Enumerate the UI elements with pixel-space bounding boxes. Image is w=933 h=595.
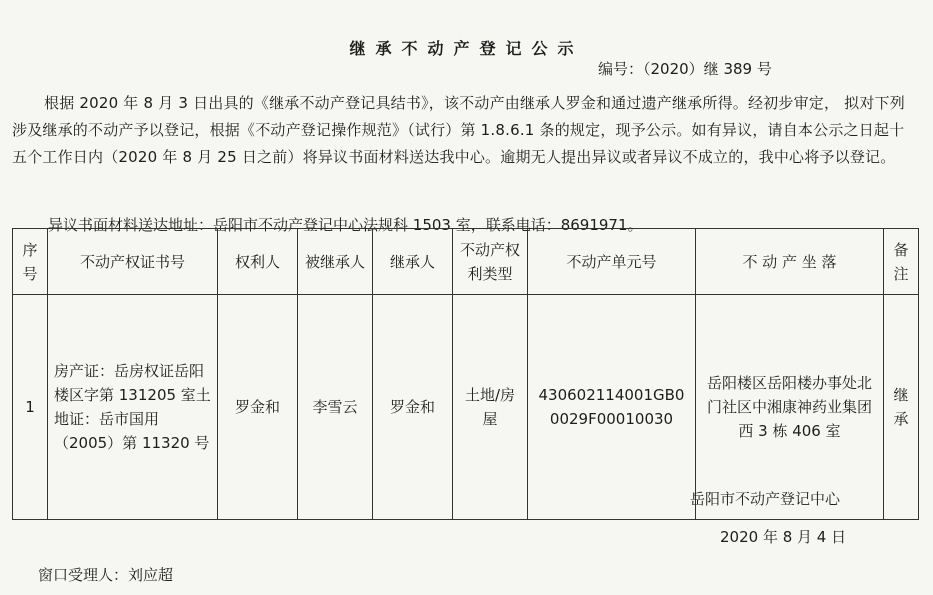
document-number: 编号：（2020）继 389 号 <box>598 60 772 78</box>
cell-unit-no: 430602114001GB00029F00010030 <box>528 295 696 520</box>
window-receiver: 窗口受理人：刘应超 <box>38 566 174 584</box>
cell-location: 岳阳楼区岳阳楼办事处北门社区中湘康神药业集团西 3 栋 406 室 <box>696 295 884 520</box>
cell-holder: 罗金和 <box>218 295 298 520</box>
header-unit-no: 不动产单元号 <box>528 229 696 295</box>
header-right-type: 不动产权利类型 <box>453 229 528 295</box>
cell-remark: 继承 <box>884 295 919 520</box>
cell-cert: 房产证：岳房权证岳阳楼区字第 131205 室土地证：岳市国用（2005）第 11320 号 <box>48 295 218 520</box>
header-holder: 权利人 <box>218 229 298 295</box>
table-row <box>13 295 919 520</box>
header-seq: 序号 <box>13 229 48 295</box>
notice-body: 根据 2020 年 8 月 3 日出具的《继承不动产登记具结书》，该不动产由继承人罗金和通过遗产继承所得。经初步审定， 拟对下列涉及继承的不动产予以登记，根据《不动产登记操作规范》（试行）第 1.8.6.1 条的规定，现予公示。如有异议，请自本公示之日起十五个工作日内（2020 年 8 月 25 日之前）将异议书面材料送达我中心。逾期无人提出异议或者异议不成立的，我中心将予以登记。 <box>12 94 905 166</box>
property-table <box>12 228 919 520</box>
table-header-row <box>13 229 919 295</box>
cell-decedent: 李雪云 <box>298 295 373 520</box>
header-heir: 继承人 <box>373 229 453 295</box>
notice-title: 继承不动产登记公示 <box>349 39 584 58</box>
cell-seq: 1 <box>13 295 48 520</box>
header-decedent: 被继承人 <box>298 229 373 295</box>
issuing-organization: 岳阳市不动产登记中心 <box>690 490 841 508</box>
cell-right-type: 土地/房屋 <box>453 295 528 520</box>
header-cert: 不动产权证书号 <box>48 229 218 295</box>
cell-heir: 罗金和 <box>373 295 453 520</box>
issue-date: 2020 年 8 月 4 日 <box>720 528 847 546</box>
objection-address: 异议书面材料送达地址：岳阳市不动产登记中心法规科 1503 室，联系电话：8691971。 <box>48 216 643 234</box>
header-remark: 备注 <box>884 229 919 295</box>
header-location: 不 动 产 坐 落 <box>696 229 884 295</box>
